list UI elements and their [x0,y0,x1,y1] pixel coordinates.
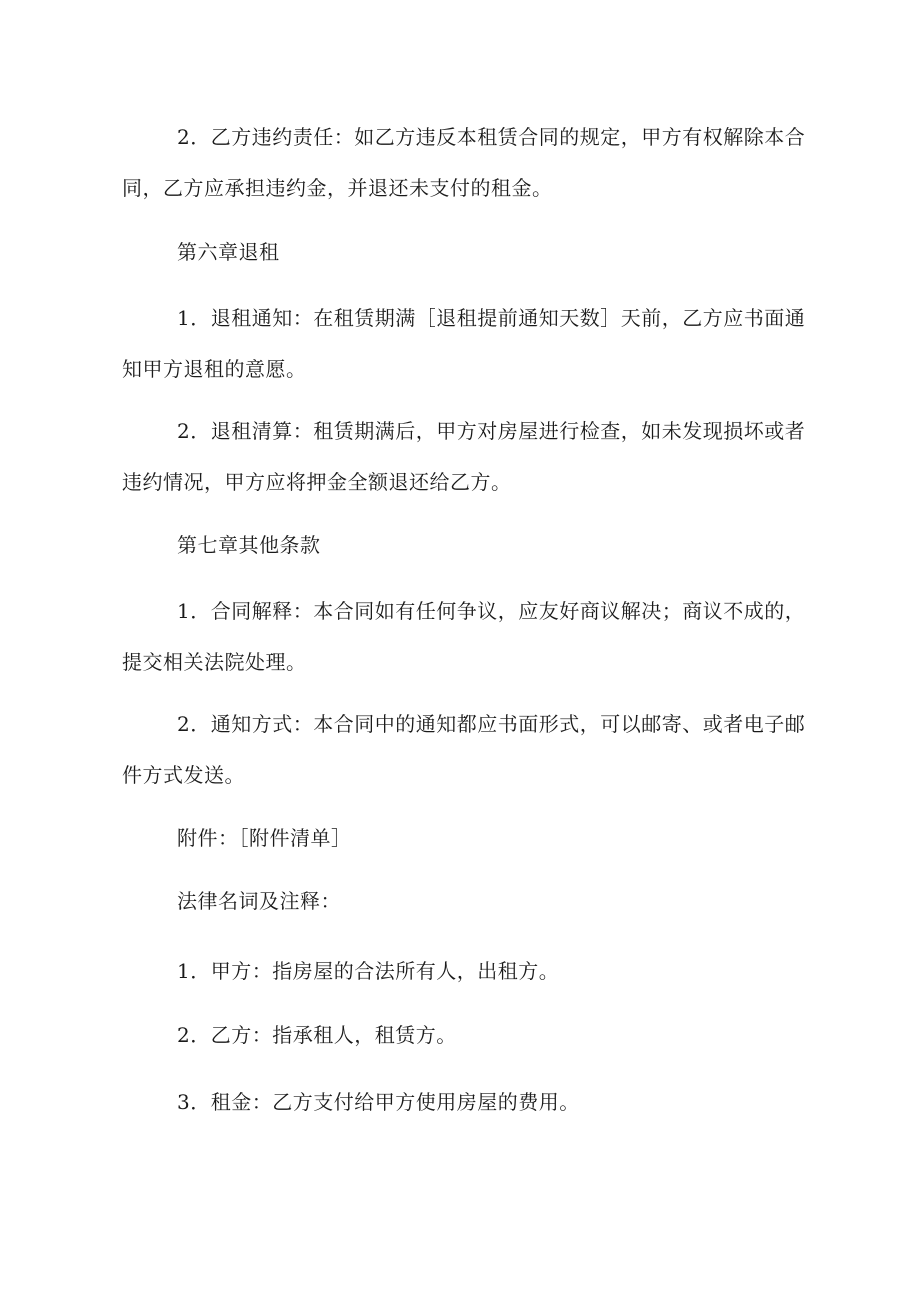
term-party-a: 1．甲方：指房屋的合法所有人，出租方。 [177,959,560,983]
attachment-line: 附件：［附件清单］ [177,826,352,850]
clause-contract-interpretation: 1．合同解释：本合同如有任何争议，应友好商议解决；商议不成的，提交相关法院处理。 [122,599,806,674]
clause-termination-settlement: 2．退租清算：租赁期满后，甲方对房屋进行检查，如未发现损坏或者违约情况，甲方应将押金全额退还给乙方。 [122,419,806,494]
clause-notice-method: 2．通知方式：本合同中的通知都应书面形式，可以邮寄、或者电子邮件方式发送。 [122,712,806,787]
chapter-7-heading: 第七章其他条款 [177,533,321,557]
legal-terms-heading: 法律名词及注释： [177,889,341,913]
term-rent: 3．租金：乙方支付给甲方使用房屋的费用。 [177,1090,580,1114]
term-party-b: 2．乙方：指承租人，租赁方。 [177,1023,457,1047]
clause-termination-notice: 1．退租通知：在租赁期满［退租提前通知天数］天前，乙方应书面通知甲方退租的意愿。 [122,306,806,381]
clause-breach-liability: 2．乙方违约责任：如乙方违反本租赁合同的规定，甲方有权解除本合同，乙方应承担违约金，并退还未支付的租金。 [122,125,806,200]
chapter-6-heading: 第六章退租 [177,240,280,264]
